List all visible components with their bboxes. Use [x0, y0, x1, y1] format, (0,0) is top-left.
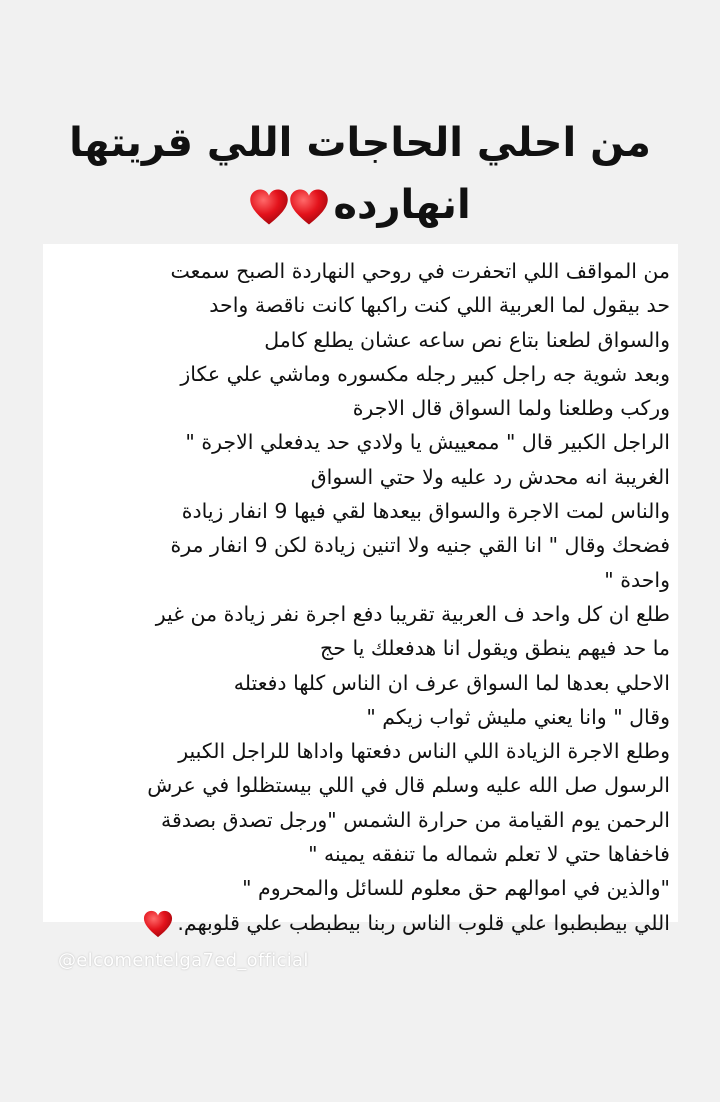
body-line: الاحلي بعدها لما السواق عرف ان الناس كلها دفعتله — [233, 670, 670, 695]
body-line: الغريبة انه محدش رد عليه ولا حتي السواق — [310, 464, 670, 489]
title-line-1: من احلي الحاجات اللي قريتها — [69, 120, 651, 166]
body-line: والناس لمت الاجرة والسواق بيعدها لقي فيها 9 انفار زيادة — [181, 499, 670, 524]
body-line: فضحك وقال " انا القي جنيه ولا اتنين زيادة لكن 9 انفار مرة — [170, 533, 670, 558]
watermark: @elcomentelga7ed_official — [58, 950, 309, 971]
body-last-line-text: اللي بيطبطبوا علي قلوب الناس ربنا بيطبطب علي قلوبهم. — [177, 910, 670, 935]
red-heart-icon — [143, 909, 173, 939]
body-line: "والذين في اموالهم حق معلوم للسائل والمحروم " — [242, 876, 670, 901]
body-line: الرحمن يوم القيامة من حرارة الشمس "ورجل تصدق بصدقة — [161, 807, 670, 832]
body-line: الرسول صل الله عليه وسلم قال في اللي بيستظلوا في عرش — [147, 773, 670, 798]
title-line-2 — [40, 174, 680, 236]
red-heart-icon — [249, 187, 289, 227]
body-line: حد بيقول لما العربية اللي كنت راكبها كانت ناقصة واحد — [209, 293, 670, 318]
body-line: وقال " وانا يعني مليش ثواب زيكم " — [366, 704, 670, 729]
body-line: طلع ان كل واحد ف العربية تقريبا دفع اجرة نفر زيادة من غير — [155, 601, 670, 626]
body-line: والسواق لطعنا بتاع نص ساعه عشان يطلع كامل — [264, 327, 670, 352]
body-line: من المواقف اللي اتحفرت في روحي النهاردة الصبح سمعت — [170, 259, 670, 283]
body-line: واحدة " — [604, 567, 670, 592]
post-title — [40, 112, 680, 236]
body-line: وركب وطلعنا ولما السواق قال الاجرة — [352, 396, 670, 421]
body-line: ما حد فيهم ينطق ويقول انا هدفعلك يا حج — [320, 636, 670, 661]
red-heart-icon — [289, 187, 329, 227]
body-line: وبعد شوية جه راجل كبير رجله مكسوره وماشي علي عكاز — [180, 361, 670, 386]
post-body — [60, 254, 670, 940]
body-last-line — [60, 906, 670, 940]
body-line: الراجل الكبير قال " ممعييش يا ولادي حد يدفعلي الاجرة " — [185, 430, 670, 455]
title-line-2-text: انهارده — [333, 182, 471, 228]
title-hearts — [249, 174, 329, 236]
body-line: فاخفاها حتي لا تعلم شماله ما تنفقه يمينه " — [308, 842, 670, 867]
body-line: وطلع الاجرة الزيادة اللي الناس دفعتها واداها للراجل الكبير — [178, 739, 670, 764]
